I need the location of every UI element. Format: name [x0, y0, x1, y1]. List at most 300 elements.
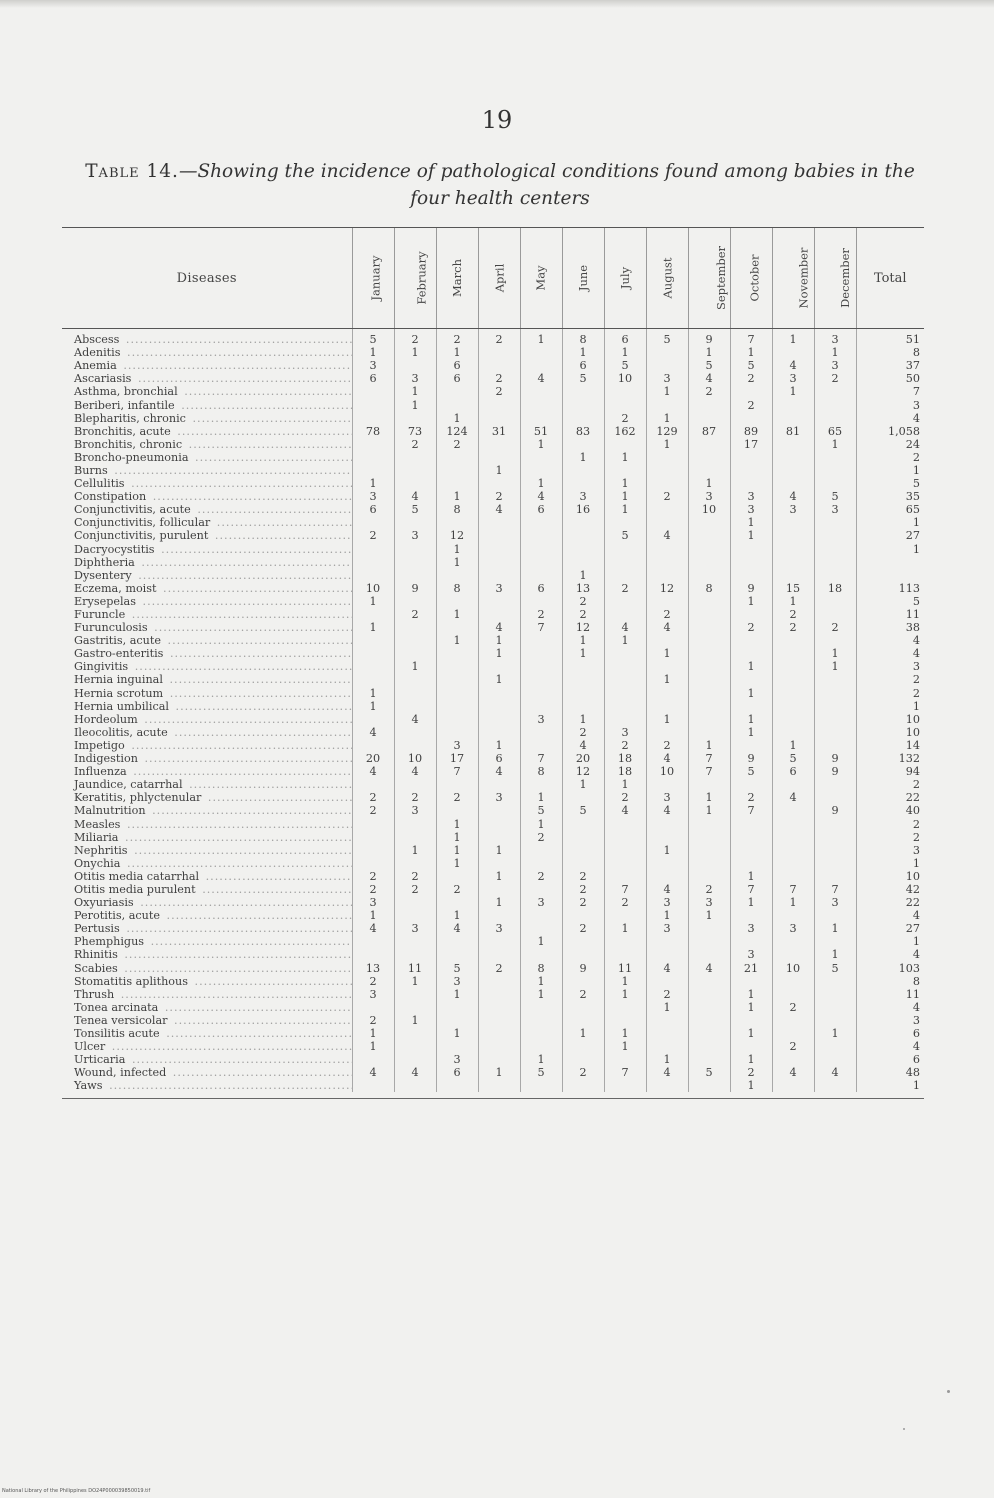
- month-count: 5: [604, 359, 646, 372]
- month-count: 31: [478, 425, 520, 438]
- month-count: [646, 700, 688, 713]
- month-count: [814, 1079, 856, 1092]
- month-count: 10: [772, 962, 814, 975]
- month-count: [436, 451, 478, 464]
- month-count: [478, 660, 520, 673]
- month-count: 1: [352, 909, 394, 922]
- disease-name: Asthma, bronchial .....: [62, 385, 352, 398]
- month-count: 1: [814, 660, 856, 673]
- month-count: 3: [688, 490, 730, 503]
- month-count: 81: [772, 425, 814, 438]
- table-row: [62, 844, 924, 857]
- month-count: [478, 412, 520, 425]
- month-count: [772, 909, 814, 922]
- month-count: [394, 817, 436, 830]
- month-count: 1: [562, 346, 604, 359]
- month-count: [604, 398, 646, 411]
- month-count: 1: [520, 1053, 562, 1066]
- month-count: [772, 975, 814, 988]
- month-header: January: [352, 228, 394, 329]
- month-count: 4: [772, 791, 814, 804]
- month-count: [646, 451, 688, 464]
- table-caption: [70, 158, 930, 212]
- month-count: [772, 844, 814, 857]
- month-count: 2: [646, 490, 688, 503]
- disease-name: Oxyuriasis .....: [62, 896, 352, 909]
- month-count: [352, 543, 394, 556]
- month-count: 7: [688, 765, 730, 778]
- month-count: [352, 556, 394, 569]
- month-count: 6: [562, 359, 604, 372]
- month-count: 4: [352, 726, 394, 739]
- month-count: [436, 1001, 478, 1014]
- row-total: 3: [856, 844, 924, 857]
- month-count: 8: [520, 765, 562, 778]
- month-count: 2: [394, 883, 436, 896]
- month-count: [772, 451, 814, 464]
- month-count: 4: [814, 1066, 856, 1079]
- month-count: 73: [394, 425, 436, 438]
- month-count: [604, 608, 646, 621]
- month-count: [562, 660, 604, 673]
- month-count: 11: [604, 962, 646, 975]
- month-count: [394, 621, 436, 634]
- scan-speck: [947, 1390, 950, 1393]
- table-row: [62, 529, 924, 542]
- month-count: 1: [730, 687, 772, 700]
- month-count: [814, 857, 856, 870]
- month-count: [478, 687, 520, 700]
- month-count: 2: [394, 608, 436, 621]
- month-count: [814, 778, 856, 791]
- month-count: 5: [562, 804, 604, 817]
- month-count: 7: [730, 804, 772, 817]
- row-total: 4: [856, 412, 924, 425]
- month-count: 3: [520, 896, 562, 909]
- month-count: [352, 412, 394, 425]
- row-total: 4: [856, 909, 924, 922]
- month-count: 1: [436, 543, 478, 556]
- month-header: March: [436, 228, 478, 329]
- disease-name: Hernia scrotum .....: [62, 687, 352, 700]
- month-count: 1: [646, 909, 688, 922]
- month-count: 2: [814, 621, 856, 634]
- month-count: [688, 464, 730, 477]
- month-count: 4: [772, 359, 814, 372]
- row-total: 4: [856, 948, 924, 961]
- disease-name: Wound, infected .....: [62, 1066, 352, 1079]
- month-count: 1: [730, 660, 772, 673]
- month-header: February: [394, 228, 436, 329]
- month-count: [352, 647, 394, 660]
- month-count: 2: [520, 831, 562, 844]
- month-count: [688, 935, 730, 948]
- month-count: [478, 595, 520, 608]
- month-count: [772, 438, 814, 451]
- month-count: [394, 647, 436, 660]
- month-count: [604, 385, 646, 398]
- month-count: 2: [646, 739, 688, 752]
- month-count: [520, 700, 562, 713]
- month-count: [436, 385, 478, 398]
- disease-name: Anemia .....: [62, 359, 352, 372]
- month-count: [478, 1040, 520, 1053]
- month-count: 2: [394, 791, 436, 804]
- month-count: [520, 1027, 562, 1040]
- month-count: 13: [562, 582, 604, 595]
- month-count: 1: [478, 896, 520, 909]
- month-count: 7: [520, 752, 562, 765]
- month-count: [814, 673, 856, 686]
- month-count: [646, 726, 688, 739]
- month-count: [604, 464, 646, 477]
- month-count: 5: [688, 359, 730, 372]
- month-count: [520, 948, 562, 961]
- row-total: 94: [856, 765, 924, 778]
- month-count: [604, 1001, 646, 1014]
- month-count: 3: [646, 896, 688, 909]
- month-count: [730, 857, 772, 870]
- month-count: 1: [352, 1027, 394, 1040]
- month-count: [772, 634, 814, 647]
- month-count: [352, 634, 394, 647]
- month-count: [772, 726, 814, 739]
- month-count: 1: [604, 503, 646, 516]
- month-count: 1: [436, 988, 478, 1001]
- month-count: 51: [520, 425, 562, 438]
- month-count: 1: [646, 412, 688, 425]
- disease-name: Dysentery .....: [62, 569, 352, 582]
- month-count: [562, 817, 604, 830]
- month-count: [814, 595, 856, 608]
- month-count: [478, 1014, 520, 1027]
- table-row: [62, 503, 924, 516]
- month-count: [772, 543, 814, 556]
- month-count: [646, 1027, 688, 1040]
- month-count: [730, 935, 772, 948]
- row-total: 4: [856, 1001, 924, 1014]
- month-count: [646, 346, 688, 359]
- month-count: [772, 647, 814, 660]
- month-count: 4: [478, 765, 520, 778]
- month-count: [604, 595, 646, 608]
- month-count: 2: [562, 883, 604, 896]
- month-count: [688, 817, 730, 830]
- month-count: [478, 726, 520, 739]
- month-count: [520, 346, 562, 359]
- month-count: [562, 516, 604, 529]
- month-count: [814, 909, 856, 922]
- row-total: 10: [856, 870, 924, 883]
- month-count: 15: [772, 582, 814, 595]
- row-total: 51: [856, 329, 924, 347]
- month-count: [646, 556, 688, 569]
- month-count: [394, 673, 436, 686]
- row-total: 11: [856, 988, 924, 1001]
- month-header: April: [478, 228, 520, 329]
- row-total: 2: [856, 831, 924, 844]
- month-count: 2: [604, 896, 646, 909]
- month-count: 5: [562, 372, 604, 385]
- month-count: [646, 398, 688, 411]
- disease-name: Blepharitis, chronic .....: [62, 412, 352, 425]
- month-count: [814, 791, 856, 804]
- month-count: [352, 673, 394, 686]
- month-count: [562, 857, 604, 870]
- month-count: [352, 385, 394, 398]
- month-count: 1: [520, 988, 562, 1001]
- month-count: [436, 595, 478, 608]
- month-count: 3: [772, 503, 814, 516]
- disease-name: Bronchitis, acute .....: [62, 425, 352, 438]
- month-count: 20: [352, 752, 394, 765]
- month-count: 2: [730, 621, 772, 634]
- month-count: 2: [520, 870, 562, 883]
- month-count: [436, 804, 478, 817]
- row-total: 4: [856, 647, 924, 660]
- month-count: [352, 1053, 394, 1066]
- month-count: [730, 778, 772, 791]
- disease-name: Gingivitis .....: [62, 660, 352, 673]
- row-total: 50: [856, 372, 924, 385]
- month-count: [436, 948, 478, 961]
- month-count: 1: [436, 817, 478, 830]
- month-count: 87: [688, 425, 730, 438]
- month-count: [730, 634, 772, 647]
- month-count: 7: [730, 329, 772, 347]
- table-row: [62, 1079, 924, 1092]
- table-row: [62, 490, 924, 503]
- month-count: 1: [730, 988, 772, 1001]
- month-count: [730, 673, 772, 686]
- month-count: [562, 438, 604, 451]
- month-count: 4: [646, 962, 688, 975]
- month-count: [478, 1027, 520, 1040]
- month-count: [478, 477, 520, 490]
- month-count: 3: [478, 791, 520, 804]
- month-count: [394, 988, 436, 1001]
- month-count: [520, 778, 562, 791]
- disease-name: Nephritis .....: [62, 844, 352, 857]
- month-count: 1: [436, 857, 478, 870]
- month-count: 7: [730, 883, 772, 896]
- month-count: [520, 569, 562, 582]
- disease-name: Ulcer .....: [62, 1040, 352, 1053]
- month-count: [604, 569, 646, 582]
- month-count: [352, 831, 394, 844]
- month-count: [814, 543, 856, 556]
- month-count: 1: [604, 634, 646, 647]
- month-count: 3: [814, 503, 856, 516]
- month-count: 2: [436, 883, 478, 896]
- month-count: 5: [394, 503, 436, 516]
- month-count: [436, 516, 478, 529]
- month-count: 2: [478, 385, 520, 398]
- disease-name: Impetigo .....: [62, 739, 352, 752]
- table-row: [62, 634, 924, 647]
- month-count: [772, 935, 814, 948]
- month-count: [730, 556, 772, 569]
- month-count: 7: [604, 1066, 646, 1079]
- month-count: 17: [730, 438, 772, 451]
- month-count: [562, 543, 604, 556]
- table-row: [62, 595, 924, 608]
- table-row: [62, 1014, 924, 1027]
- month-count: [394, 464, 436, 477]
- month-count: [562, 1040, 604, 1053]
- month-count: [604, 543, 646, 556]
- month-count: 1: [520, 477, 562, 490]
- month-count: [688, 543, 730, 556]
- month-count: 2: [352, 883, 394, 896]
- month-count: 3: [394, 529, 436, 542]
- month-count: [352, 1079, 394, 1092]
- month-count: [688, 673, 730, 686]
- table-row: [62, 569, 924, 582]
- month-count: 3: [436, 975, 478, 988]
- month-count: [814, 556, 856, 569]
- month-count: 1: [772, 739, 814, 752]
- disease-name: Yaws .....: [62, 1079, 352, 1092]
- month-count: [352, 569, 394, 582]
- month-count: [436, 687, 478, 700]
- month-count: 5: [604, 529, 646, 542]
- month-count: 12: [562, 621, 604, 634]
- month-count: 124: [436, 425, 478, 438]
- table-row: [62, 412, 924, 425]
- month-count: 9: [730, 752, 772, 765]
- month-count: [814, 608, 856, 621]
- month-count: [604, 831, 646, 844]
- month-count: [352, 438, 394, 451]
- month-count: 3: [814, 359, 856, 372]
- month-count: 1: [562, 451, 604, 464]
- month-count: [478, 1079, 520, 1092]
- month-count: [352, 817, 394, 830]
- month-count: 2: [604, 412, 646, 425]
- month-count: 65: [814, 425, 856, 438]
- month-count: [478, 817, 520, 830]
- month-count: [562, 935, 604, 948]
- month-count: 5: [772, 752, 814, 765]
- disease-name: Conjunctivitis, acute .....: [62, 503, 352, 516]
- month-count: [520, 857, 562, 870]
- disease-name: Furuncle .....: [62, 608, 352, 621]
- month-header: May: [520, 228, 562, 329]
- month-count: 83: [562, 425, 604, 438]
- month-count: 4: [646, 1066, 688, 1079]
- month-count: [772, 948, 814, 961]
- month-count: 2: [772, 608, 814, 621]
- month-count: 2: [562, 1066, 604, 1079]
- month-count: [646, 948, 688, 961]
- month-count: 1: [394, 1014, 436, 1027]
- month-count: 2: [352, 975, 394, 988]
- month-count: [730, 451, 772, 464]
- month-count: 4: [520, 372, 562, 385]
- disease-name: Bronchitis, chronic .....: [62, 438, 352, 451]
- month-count: [688, 778, 730, 791]
- month-count: 3: [352, 490, 394, 503]
- month-count: [436, 477, 478, 490]
- month-count: [814, 385, 856, 398]
- month-count: [520, 556, 562, 569]
- month-count: [436, 398, 478, 411]
- month-count: [436, 1014, 478, 1027]
- disease-name: Broncho-pneumonia .....: [62, 451, 352, 464]
- row-total: 1: [856, 516, 924, 529]
- month-count: 3: [394, 922, 436, 935]
- month-count: 1: [520, 791, 562, 804]
- month-count: 1: [352, 595, 394, 608]
- month-count: [394, 569, 436, 582]
- diseases-header: Diseases: [62, 228, 352, 329]
- month-count: 4: [772, 490, 814, 503]
- month-count: [772, 529, 814, 542]
- month-count: [772, 988, 814, 1001]
- month-count: 12: [436, 529, 478, 542]
- month-count: [394, 909, 436, 922]
- row-total: 5: [856, 595, 924, 608]
- month-count: [772, 556, 814, 569]
- month-count: 5: [814, 490, 856, 503]
- month-header: June: [562, 228, 604, 329]
- disease-name: Rhinitis .....: [62, 948, 352, 961]
- disease-name: Hernia inguinal .....: [62, 673, 352, 686]
- month-count: [394, 1079, 436, 1092]
- month-count: [478, 1053, 520, 1066]
- month-count: [562, 700, 604, 713]
- month-count: [688, 529, 730, 542]
- month-count: [688, 398, 730, 411]
- row-total: 113: [856, 582, 924, 595]
- month-count: 16: [562, 503, 604, 516]
- month-count: 8: [436, 503, 478, 516]
- table-row: [62, 988, 924, 1001]
- month-count: 3: [394, 804, 436, 817]
- month-count: 1: [478, 647, 520, 660]
- table-row: [62, 451, 924, 464]
- month-count: 2: [772, 1001, 814, 1014]
- table-row: [62, 804, 924, 817]
- month-count: [394, 543, 436, 556]
- month-count: [562, 412, 604, 425]
- month-count: 1: [520, 329, 562, 347]
- disease-name: Jaundice, catarrhal .....: [62, 778, 352, 791]
- month-count: [730, 477, 772, 490]
- month-count: 1: [604, 975, 646, 988]
- month-count: [520, 529, 562, 542]
- month-count: 9: [394, 582, 436, 595]
- month-header: October: [730, 228, 772, 329]
- month-count: [478, 556, 520, 569]
- month-count: [478, 948, 520, 961]
- disease-name: Cellulitis .....: [62, 477, 352, 490]
- month-count: [352, 935, 394, 948]
- month-count: [352, 464, 394, 477]
- month-count: 1: [814, 922, 856, 935]
- disease-name: Tenea versicolar .....: [62, 1014, 352, 1027]
- month-count: [814, 975, 856, 988]
- month-count: 5: [646, 329, 688, 347]
- month-count: [772, 804, 814, 817]
- month-count: [604, 948, 646, 961]
- month-count: 129: [646, 425, 688, 438]
- month-count: [730, 844, 772, 857]
- month-count: [604, 935, 646, 948]
- month-count: 3: [772, 922, 814, 935]
- month-count: [478, 857, 520, 870]
